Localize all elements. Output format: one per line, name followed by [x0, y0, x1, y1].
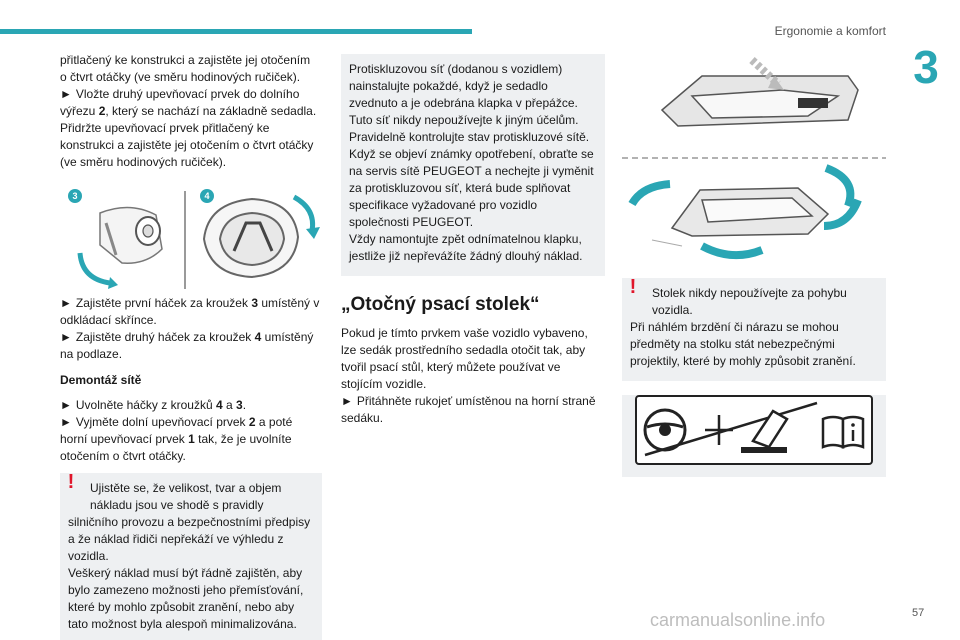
- figure-label-3: 3: [68, 189, 82, 203]
- section-title: Ergonomie a komfort: [774, 24, 886, 38]
- swivel-table-illustration: [622, 50, 886, 270]
- hook-ring-4-illustration: [194, 189, 322, 289]
- removal-heading: Demontáž sítě: [60, 373, 142, 387]
- desk-heading: „Otočný psací stolek“: [341, 294, 540, 315]
- rotate-arrow-icon: [80, 253, 110, 283]
- step-release-hooks: ► Uvolněte háčky z kroužků 4 a 3.: [60, 398, 247, 412]
- warning-exclamation-icon: !: [629, 276, 637, 298]
- header-accent-bar: [0, 29, 472, 34]
- net-info-box: Protiskluzovou síť (dodanou s vozidlem) nainstalujte pokaždé, když je sedadlo zvednuto a je odebrána klapka v přepážce. Tuto síť nikdy nepoužívejte k jiným účelům. Pravidelně kontrolujte stav protiskluzové sítě. Když se objeví známky opotřebení, obraťte se na servis sítě PEUGEOT a nechejte ji vyměnit za protiskluzovou síť, která bude splňovat specifikace vyžadované pro vozidlo společnosti PEUGEOT. Vždy namontujte zpět odnímatelnou klapku, jestliže již nepřevážíte žádný dlouhý náklad.: [341, 54, 605, 276]
- intro-line: přitlačený ke konstrukci a zajistěte jej otočením o čtvrt otáčky (ve směru hodinových ručiček).: [60, 53, 311, 84]
- desk-warning-box: ! Stolek nikdy nepoužívejte za pohybu vozidla. Při náhlém brzdění či nárazu se mohou předměty na stolku stát nebezpečnými projektily, které by mohly způsobit zranění.: [622, 278, 886, 381]
- desk-intro: Pokud je tímto prvkem vaše vozidlo vybaveno, lze sedák prostředního sedadla otočit tak, aby tvořil psací stůl, který můžete používat ve stojícím vozidle.: [341, 326, 588, 391]
- hook-ring-3-illustration: [70, 193, 180, 289]
- pictogram-panel: [622, 395, 886, 477]
- chapter-number: 3: [913, 41, 939, 93]
- step-remove-fasteners: ► Vyjměte dolní upevňovací prvek 2 a poté horní upevňovací prvek 1 tak, že je uvolníte otočením o čtvrt otáčky.: [60, 415, 293, 463]
- bullet-triangle-icon: ►: [60, 296, 72, 310]
- bullet-triangle-icon: ►: [60, 398, 72, 412]
- step-insert-second: ► Vložte druhý upevňovací prvek do dolního výřezu 2, který se nachází na základně sedadla. Přidržte upevňovací prvek přitlačený ke konstrukci a zajistěte jej otočením o čtvrt otáčky (ve směru hodinových ručiček).: [60, 87, 317, 169]
- watermark: carmanualsonline.info: [650, 610, 826, 630]
- step-hook-first: ► Zajistěte první háček za kroužek 3 umístěný v odkládací skřínce.: [60, 296, 320, 327]
- bullet-triangle-icon: ►: [60, 415, 72, 429]
- column-right: [622, 50, 886, 477]
- rotate-arrow-icon: [294, 197, 313, 231]
- step-hook-second: ► Zajistěte druhý háček za kroužek 4 umístěný na podlaze.: [60, 330, 314, 361]
- load-warning-box: ! Ujistěte se, že velikost, tvar a objem nákladu jsou ve shodě s pravidly silničního provozu a bezpečnostními předpisy a že náklad řidiči nepřekáží ve výhledu z vozidla. Veškerý náklad musí být řádně zajištěn, aby bylo zamezeno možnosti jeho přemísťování, které by mohlo způsobit zranění, nebo aby tato možnost byla alespoň minimalizována.: [60, 473, 322, 640]
- bullet-triangle-icon: ►: [341, 394, 353, 408]
- pictogram-box: [635, 395, 873, 465]
- step-pull-handle: ► Přitáhněte rukojeť umístěnou na horní straně sedáku.: [341, 394, 596, 425]
- figure-hooks: [60, 179, 322, 289]
- seat-icon: [741, 411, 787, 453]
- column-left: [60, 52, 322, 640]
- rotate-arrow-icon: [826, 168, 850, 206]
- column-middle: [341, 54, 605, 427]
- bullet-triangle-icon: ►: [60, 330, 72, 344]
- warning-exclamation-icon: !: [67, 471, 75, 493]
- bullet-triangle-icon: ►: [60, 87, 72, 101]
- figure-label-4: 4: [200, 189, 214, 203]
- page-number: 57: [912, 607, 925, 619]
- manual-book-icon: [823, 417, 863, 447]
- figure-divider: [184, 191, 186, 289]
- rotate-arrow-icon: [632, 184, 670, 204]
- rotate-arrow-icon: [702, 246, 762, 255]
